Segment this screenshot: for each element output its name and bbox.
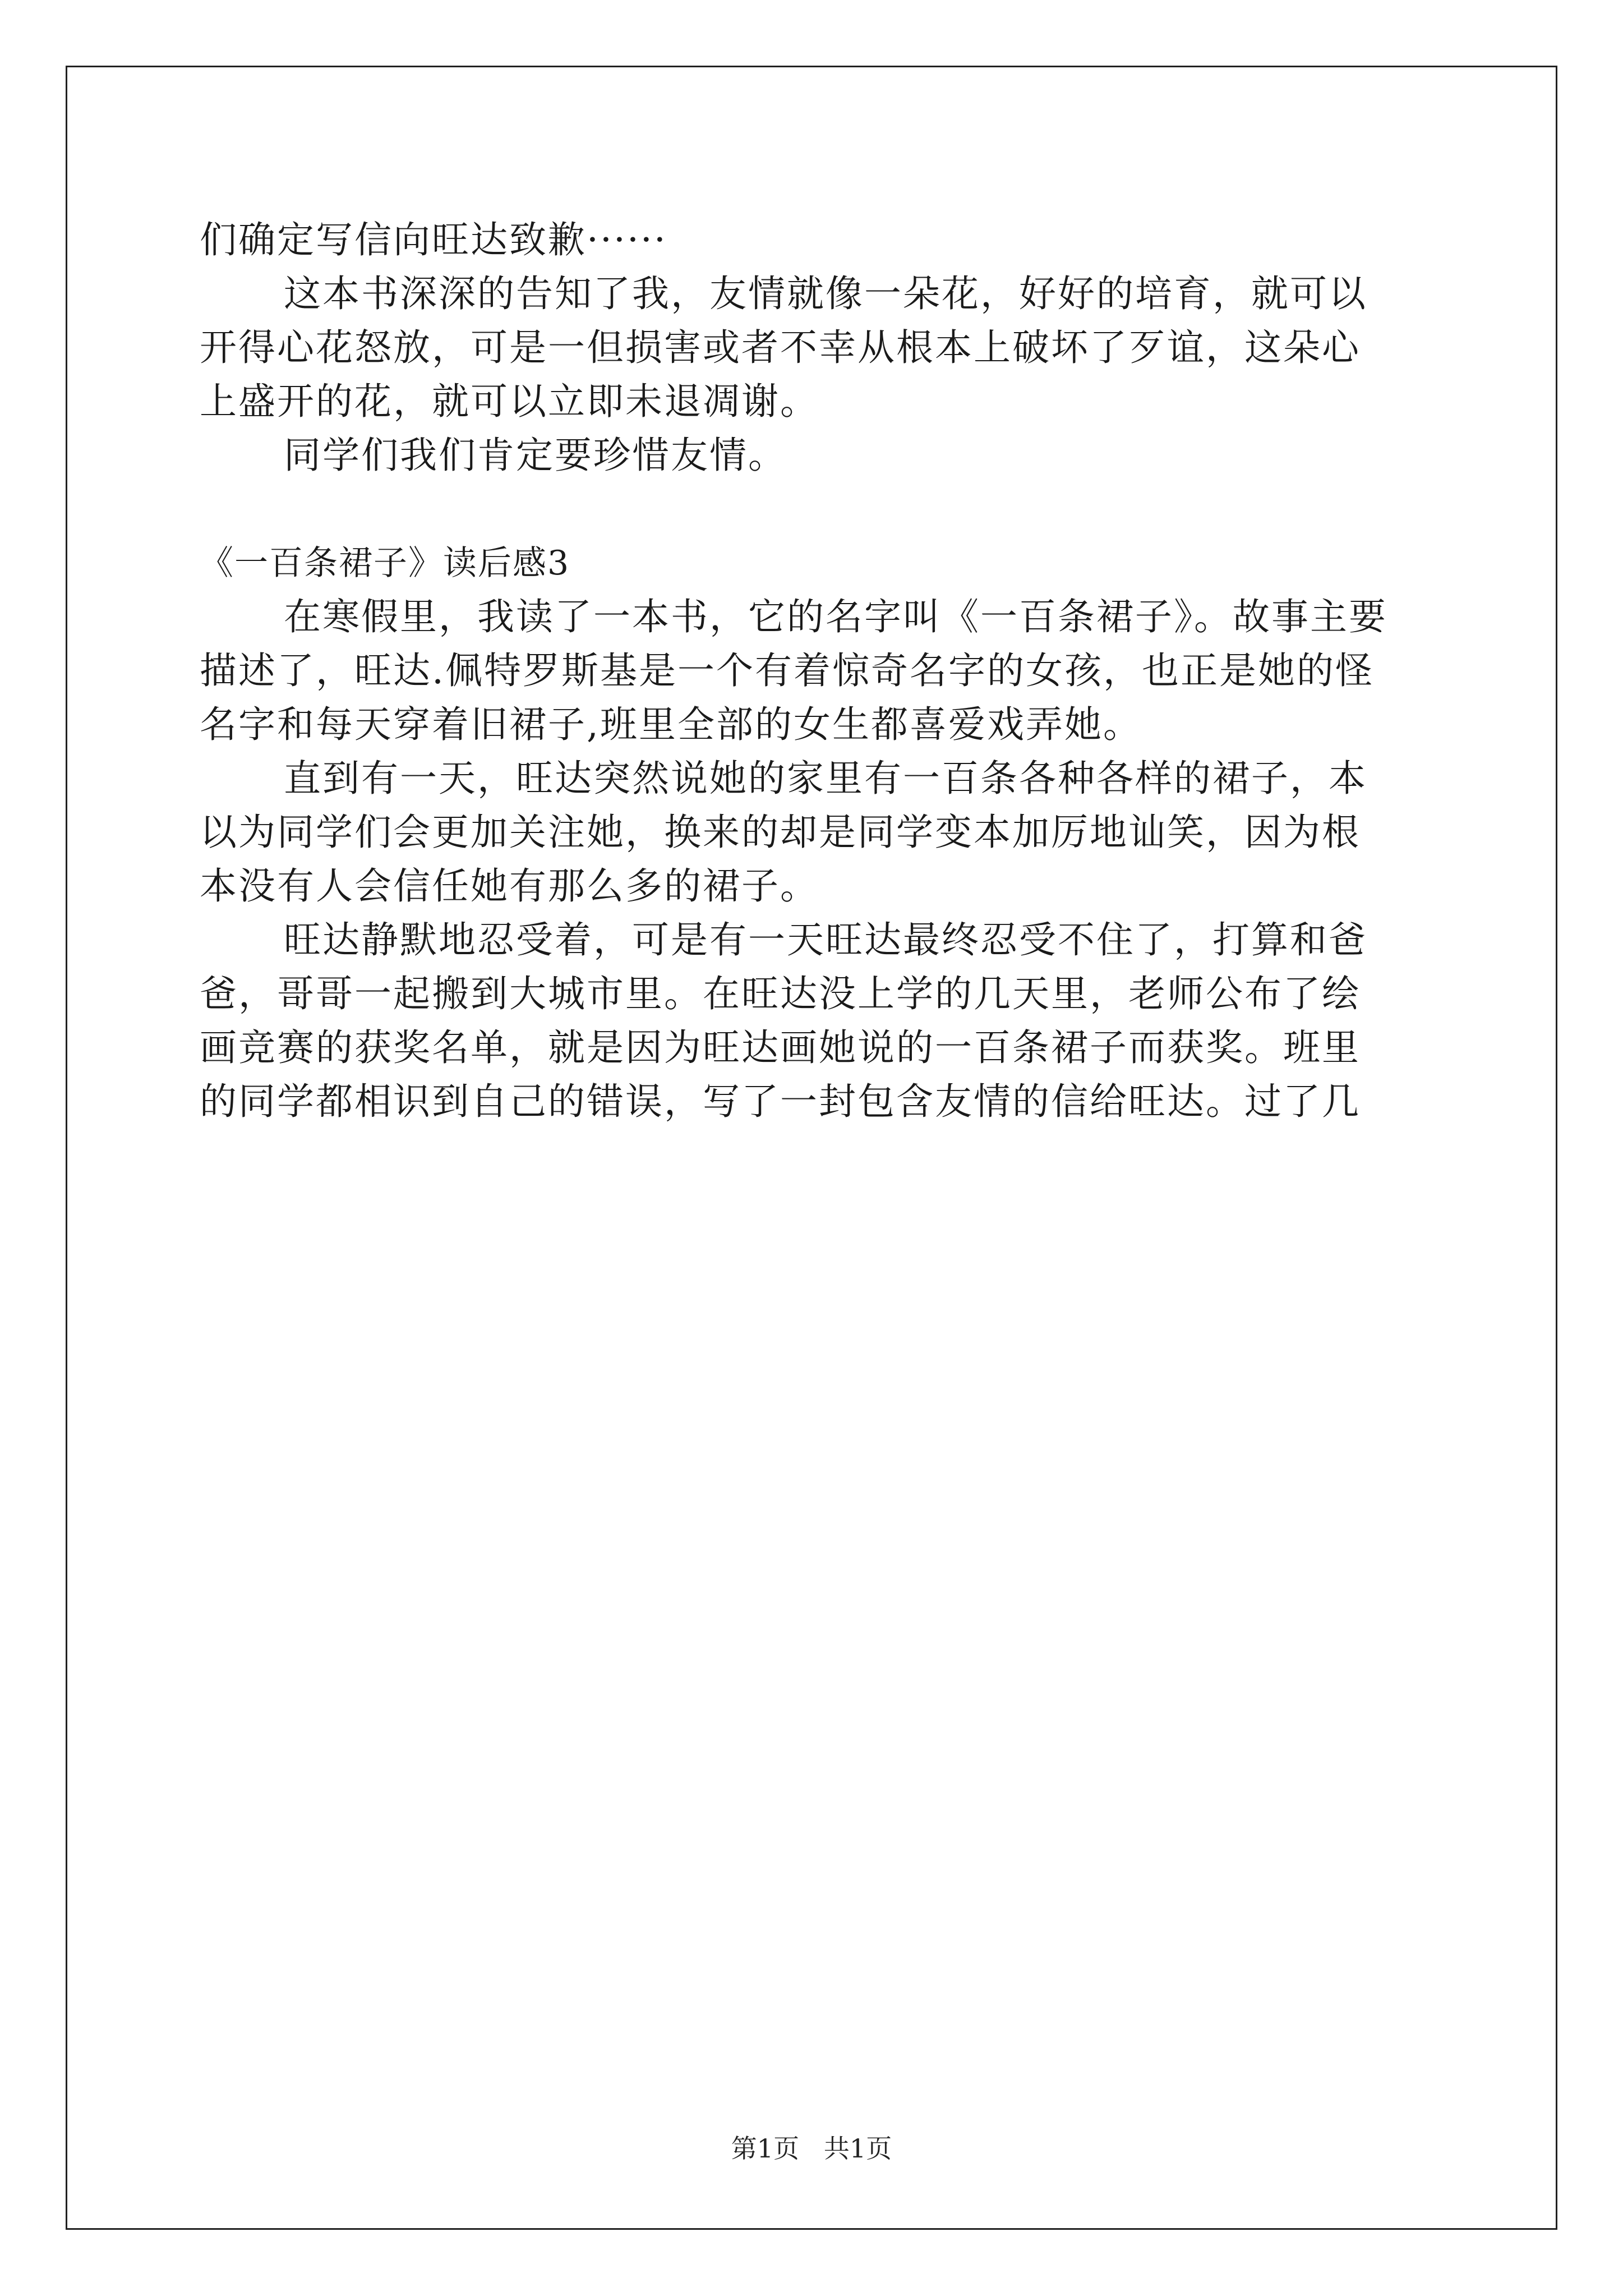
paragraph-line: 描述了，旺达.佩特罗斯基是一个有着惊奇名字的女孩，也正是她的怪 (200, 649, 1374, 692)
section-heading: 《一百条裙子》读后感3 (200, 544, 570, 583)
paragraph-line: 爸，哥哥一起搬到大城市里。在旺达没上学的几天里，老师公布了绘 (200, 972, 1361, 1015)
paragraph-line: 们确定写信向旺达致歉······ (200, 218, 667, 261)
paragraph-first-line: 旺达静默地忍受着，可是有一天旺达最终忍受不住了，打算和爸 (284, 918, 1367, 961)
paragraph-line: 的同学都相识到自己的错误，写了一封包含友情的信给旺达。过了几 (200, 1080, 1361, 1123)
page-footer: 第1页 共1页 (731, 2133, 892, 2164)
paragraph-first-line: 直到有一天，旺达突然说她的家里有一百条各种各样的裙子，本 (284, 757, 1367, 800)
paragraph-first-line: 同学们我们肯定要珍惜友情。 (284, 434, 787, 477)
blank-line (200, 482, 1433, 536)
paragraph-line: 上盛开的花，就可以立即未退凋谢。 (200, 380, 819, 423)
document-body (200, 213, 1433, 1129)
paragraph-line: 名字和每天穿着旧裙子,班里全部的女生都喜爱戏弄她。 (200, 703, 1142, 746)
paragraph-line: 画竞赛的获奖名单，就是因为旺达画她说的一百条裙子而获奖。班里 (200, 1026, 1361, 1069)
paragraph-line: 开得心花怒放，可是一但损害或者不幸从根本上破坏了歹谊，这朵心 (200, 326, 1361, 369)
paragraph-line: 本没有人会信任她有那么多的裙子。 (200, 864, 819, 908)
paragraph-first-line: 在寒假里，我读了一本书，它的名字叫《一百条裙子》。故事主要 (284, 595, 1387, 638)
paragraph-line: 以为同学们会更加关注她，换来的却是同学变本加厉地讪笑，因为根 (200, 811, 1361, 854)
paragraph-first-line: 这本书深深的告知了我，友情就像一朵花，好好的培育，就可以 (284, 272, 1367, 315)
